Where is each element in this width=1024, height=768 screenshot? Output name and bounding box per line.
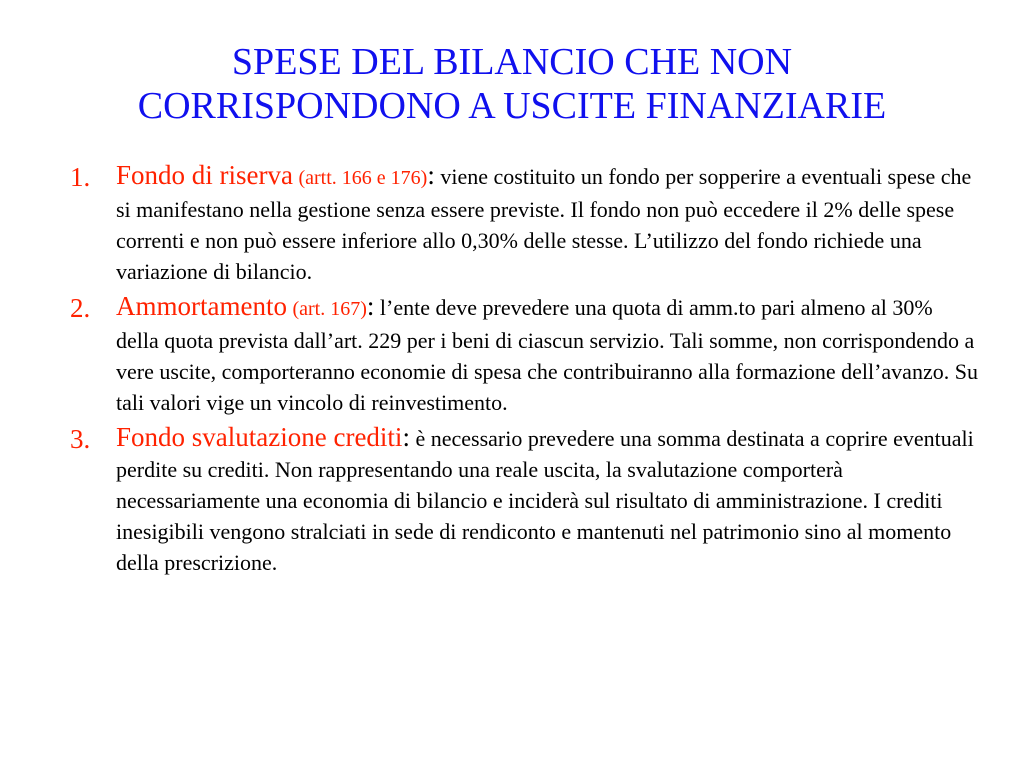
item-colon: : <box>427 160 435 190</box>
list-item-fondo-svalutazione-crediti <box>70 422 980 578</box>
list-item-ammortamento <box>70 291 980 418</box>
item-heading: Fondo di riserva <box>116 160 293 190</box>
slide-title <box>40 40 984 128</box>
title-line-2: CORRISPONDONO A USCITE FINANZIARIE <box>137 85 887 127</box>
list-item-fondo-di-riserva <box>70 160 980 287</box>
title-line-1: SPESE DEL BILANCIO CHE NON <box>231 41 793 83</box>
item-number: 2. <box>70 293 91 323</box>
item-heading: Fondo svalutazione crediti <box>116 422 403 452</box>
item-reference: (artt. 166 e 176) <box>298 167 428 189</box>
item-reference: (art. 167) <box>292 298 367 320</box>
item-colon: : <box>366 291 375 321</box>
numbered-list <box>70 160 980 582</box>
item-text: viene costituito un fondo per sopperire a eventuali spese che si manifestano nella gestione senza essere previste. Il fondo non può eccedere il 2% delle spese correnti e non può essere inferiore allo 0,30% delle stesse. L’utilizzo del fondo richiede una variazione di bilancio. <box>116 164 972 284</box>
item-number: 1. <box>70 162 91 192</box>
item-text: è necessario prevedere una somma destinata a coprire eventuali perdite su crediti. Non rappresentando una reale uscita, la svalutazione comporterà necessariamente una economia di bilancio e inciderà sul risultato di amministrazione. I crediti inesigibili vengono stralciati in sede di rendiconto e mantenuti nel patrimonio sino al momento della prescrizione. <box>116 426 974 575</box>
item-heading: Ammortamento <box>116 291 287 321</box>
item-number: 3. <box>70 424 91 454</box>
item-colon: : <box>402 422 410 452</box>
item-text: l’ente deve prevedere una quota di amm.to pari almeno al 30% della quota prevista dall’art. 229 per i beni di ciascun servizio. Tali somme, non corrispondendo a vere uscite, comporteranno economie di spesa che contribuiranno alla formazione dell’avanzo. Su tali valori vige un vincolo di reinvestimento. <box>116 295 978 415</box>
